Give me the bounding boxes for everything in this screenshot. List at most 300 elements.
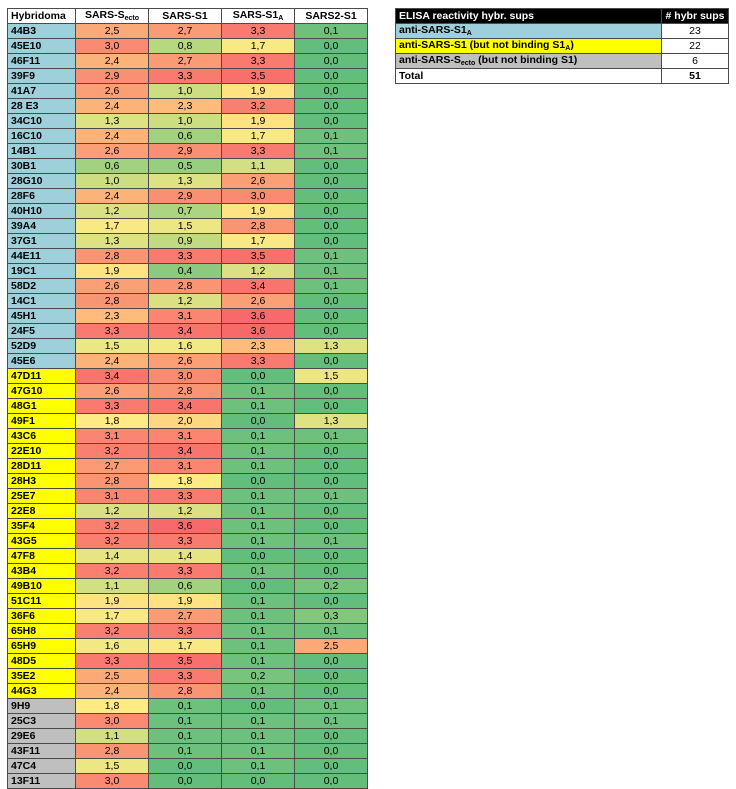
value-cell: 0,1 — [222, 654, 295, 669]
value-cell: 1,3 — [76, 234, 149, 249]
value-cell: 2,8 — [149, 384, 222, 399]
value-cell: 0,0 — [295, 519, 368, 534]
hybridoma-name: 43B4 — [8, 564, 76, 579]
table-row — [8, 729, 368, 744]
value-cell: 0,1 — [295, 24, 368, 39]
hybridoma-name: 43G5 — [8, 534, 76, 549]
value-cell: 2,4 — [76, 354, 149, 369]
value-cell: 1,3 — [76, 114, 149, 129]
value-cell: 0,1 — [222, 639, 295, 654]
table-row — [8, 24, 368, 39]
hybridoma-name: 46F11 — [8, 54, 76, 69]
hybridoma-name: 44B3 — [8, 24, 76, 39]
value-cell: 1,6 — [149, 339, 222, 354]
value-cell: 3,0 — [149, 369, 222, 384]
value-cell: 3,6 — [222, 309, 295, 324]
value-cell: 3,3 — [149, 624, 222, 639]
hybridoma-name: 22E8 — [8, 504, 76, 519]
value-cell: 0,8 — [149, 39, 222, 54]
hybridoma-name: 22E10 — [8, 444, 76, 459]
hybridoma-elisa-table — [7, 8, 368, 789]
value-cell: 1,1 — [222, 159, 295, 174]
value-cell: 0,1 — [222, 564, 295, 579]
table-row — [8, 69, 368, 84]
value-cell: 0,1 — [295, 429, 368, 444]
value-cell: 0,2 — [295, 579, 368, 594]
column-header-4 — [295, 9, 368, 24]
value-cell: 1,4 — [149, 549, 222, 564]
table-row — [8, 444, 368, 459]
value-cell: 3,3 — [222, 354, 295, 369]
value-cell: 3,3 — [149, 564, 222, 579]
value-cell: 3,4 — [149, 399, 222, 414]
value-cell: 3,2 — [76, 534, 149, 549]
value-cell: 0,1 — [222, 444, 295, 459]
value-cell: 0,6 — [76, 159, 149, 174]
value-cell: 2,3 — [76, 309, 149, 324]
value-cell: 2,3 — [222, 339, 295, 354]
table-row — [8, 624, 368, 639]
hybridoma-name: 24F5 — [8, 324, 76, 339]
table-row — [8, 579, 368, 594]
value-cell: 0,0 — [295, 354, 368, 369]
value-cell: 2,6 — [149, 354, 222, 369]
value-cell: 0,5 — [149, 159, 222, 174]
table-row — [8, 519, 368, 534]
value-cell: 3,3 — [76, 654, 149, 669]
hybridoma-name: 25E7 — [8, 489, 76, 504]
summary-label — [396, 39, 662, 54]
value-cell: 0,0 — [295, 189, 368, 204]
value-cell: 1,9 — [222, 84, 295, 99]
value-cell: 0,0 — [295, 234, 368, 249]
value-cell: 0,1 — [295, 699, 368, 714]
column-header-text: SARS2-S1 — [305, 9, 357, 22]
hybridoma-name: 40H10 — [8, 204, 76, 219]
value-cell: 3,6 — [149, 519, 222, 534]
table-row — [8, 684, 368, 699]
value-cell: 1,2 — [222, 264, 295, 279]
value-cell: 0,0 — [295, 759, 368, 774]
value-cell: 0,0 — [295, 219, 368, 234]
value-cell: 0,0 — [295, 564, 368, 579]
value-cell: 0,0 — [222, 369, 295, 384]
value-cell: 2,4 — [76, 54, 149, 69]
value-cell: 2,5 — [76, 669, 149, 684]
value-cell: 1,9 — [222, 204, 295, 219]
value-cell: 0,1 — [295, 144, 368, 159]
hybridoma-name: 39A4 — [8, 219, 76, 234]
table-row — [8, 174, 368, 189]
value-cell: 3,2 — [76, 624, 149, 639]
value-cell: 1,7 — [222, 39, 295, 54]
table-row — [8, 594, 368, 609]
summary-label — [396, 54, 662, 69]
value-cell: 2,7 — [76, 459, 149, 474]
hybridoma-name: 48D5 — [8, 654, 76, 669]
value-cell: 2,5 — [295, 639, 368, 654]
value-cell: 2,0 — [149, 414, 222, 429]
table-row — [8, 99, 368, 114]
value-cell: 1,3 — [149, 174, 222, 189]
value-cell: 0,0 — [295, 669, 368, 684]
value-cell: 0,1 — [295, 534, 368, 549]
hybridoma-name: 44G3 — [8, 684, 76, 699]
hybridoma-name: 28F6 — [8, 189, 76, 204]
value-cell: 0,6 — [149, 579, 222, 594]
hybridoma-name: 16C10 — [8, 129, 76, 144]
value-cell: 0,0 — [295, 99, 368, 114]
value-cell: 1,8 — [149, 474, 222, 489]
summary-label-subscript: A — [466, 30, 472, 37]
value-cell: 3,3 — [222, 54, 295, 69]
value-cell: 0,0 — [295, 459, 368, 474]
value-cell: 0,1 — [222, 534, 295, 549]
value-cell: 1,9 — [76, 264, 149, 279]
value-cell: 3,0 — [76, 714, 149, 729]
summary-count: 23 — [662, 24, 729, 39]
hybridoma-name: 36F6 — [8, 609, 76, 624]
value-cell: 2,4 — [76, 99, 149, 114]
value-cell: 3,3 — [76, 399, 149, 414]
hybridoma-name: 35E2 — [8, 669, 76, 684]
value-cell: 0,7 — [149, 204, 222, 219]
value-cell: 3,3 — [149, 534, 222, 549]
summary-label-subscript: ecto — [460, 60, 476, 67]
value-cell: 0,1 — [222, 594, 295, 609]
value-cell: 0,1 — [222, 759, 295, 774]
hybridoma-name: 47F8 — [8, 549, 76, 564]
value-cell: 0,0 — [295, 39, 368, 54]
summary-row — [396, 39, 729, 54]
value-cell: 1,5 — [76, 759, 149, 774]
column-header-0 — [8, 9, 76, 24]
value-cell: 0,1 — [295, 489, 368, 504]
value-cell: 1,7 — [149, 639, 222, 654]
value-cell: 0,1 — [222, 609, 295, 624]
value-cell: 0,0 — [295, 84, 368, 99]
value-cell: 2,9 — [76, 69, 149, 84]
table-row — [8, 609, 368, 624]
summary-table — [395, 8, 729, 84]
hybridoma-name: 48G1 — [8, 399, 76, 414]
hybridoma-name: 43F11 — [8, 744, 76, 759]
value-cell: 1,2 — [149, 294, 222, 309]
table-row — [8, 129, 368, 144]
table-row — [8, 264, 368, 279]
hybridoma-name: 13F11 — [8, 774, 76, 789]
value-cell: 1,9 — [222, 114, 295, 129]
summary-label-text: anti-SARS-S — [399, 54, 461, 66]
table-row — [8, 564, 368, 579]
table-row — [8, 774, 368, 789]
table-row — [8, 714, 368, 729]
value-cell: 0,0 — [295, 384, 368, 399]
value-cell: 0,1 — [295, 264, 368, 279]
value-cell: 2,6 — [76, 384, 149, 399]
value-cell: 3,4 — [149, 444, 222, 459]
value-cell: 1,8 — [76, 699, 149, 714]
hybridoma-name: 52D9 — [8, 339, 76, 354]
value-cell: 0,1 — [222, 519, 295, 534]
value-cell: 2,9 — [149, 144, 222, 159]
table-row — [8, 639, 368, 654]
column-header-2 — [149, 9, 222, 24]
value-cell: 3,2 — [76, 564, 149, 579]
table-row — [8, 279, 368, 294]
summary-total-row — [396, 69, 729, 84]
value-cell: 1,0 — [149, 84, 222, 99]
value-cell: 3,2 — [76, 444, 149, 459]
value-cell: 1,1 — [76, 729, 149, 744]
value-cell: 0,1 — [222, 459, 295, 474]
table-row — [8, 234, 368, 249]
value-cell: 0,0 — [295, 174, 368, 189]
value-cell: 1,5 — [76, 339, 149, 354]
summary-row — [396, 54, 729, 69]
value-cell: 1,7 — [76, 609, 149, 624]
table-row — [8, 534, 368, 549]
hybridoma-name: 45E6 — [8, 354, 76, 369]
value-cell: 0,1 — [222, 504, 295, 519]
hybridoma-name: 49B10 — [8, 579, 76, 594]
summary-label-tail: ) — [570, 39, 574, 51]
hybridoma-name: 65H8 — [8, 624, 76, 639]
value-cell: 0,1 — [222, 744, 295, 759]
value-cell: 2,4 — [76, 684, 149, 699]
column-header-text: Hybridoma — [11, 9, 66, 22]
hybridoma-name: 30B1 — [8, 159, 76, 174]
table-row — [8, 549, 368, 564]
value-cell: 0,0 — [295, 594, 368, 609]
hybridoma-name: 28G10 — [8, 174, 76, 189]
value-cell: 0,1 — [222, 489, 295, 504]
value-cell: 2,7 — [149, 24, 222, 39]
value-cell: 3,1 — [76, 489, 149, 504]
value-cell: 0,1 — [149, 714, 222, 729]
table-row — [8, 39, 368, 54]
value-cell: 0,2 — [222, 669, 295, 684]
hybridoma-name: 29E6 — [8, 729, 76, 744]
summary-header-row — [396, 9, 729, 24]
value-cell: 1,1 — [76, 579, 149, 594]
value-cell: 2,8 — [222, 219, 295, 234]
value-cell: 3,1 — [76, 429, 149, 444]
value-cell: 0,0 — [295, 654, 368, 669]
value-cell: 1,4 — [76, 549, 149, 564]
value-cell: 0,1 — [222, 399, 295, 414]
value-cell: 0,1 — [222, 729, 295, 744]
value-cell: 2,5 — [76, 24, 149, 39]
value-cell: 2,6 — [76, 84, 149, 99]
value-cell: 0,0 — [295, 474, 368, 489]
value-cell: 0,0 — [295, 774, 368, 789]
hybridoma-name: 19C1 — [8, 264, 76, 279]
value-cell: 3,1 — [149, 309, 222, 324]
hybridoma-name: 28D11 — [8, 459, 76, 474]
value-cell: 2,8 — [76, 249, 149, 264]
value-cell: 3,3 — [149, 489, 222, 504]
summary-label-text: anti-SARS-S1 — [399, 24, 467, 36]
value-cell: 0,0 — [295, 729, 368, 744]
value-cell: 0,0 — [295, 69, 368, 84]
hybridoma-name: 49F1 — [8, 414, 76, 429]
column-header-text: SARS-S1 — [162, 9, 208, 22]
table-row — [8, 144, 368, 159]
table-row — [8, 744, 368, 759]
table-row — [8, 159, 368, 174]
value-cell: 2,8 — [76, 474, 149, 489]
value-cell: 2,6 — [222, 294, 295, 309]
summary-label-subscript: A — [565, 45, 571, 52]
summary-label-tail: (but not binding S1) — [475, 54, 578, 66]
value-cell: 0,1 — [149, 744, 222, 759]
column-header-text: SARS-S — [84, 9, 125, 21]
value-cell: 0,1 — [295, 279, 368, 294]
value-cell: 2,8 — [149, 684, 222, 699]
value-cell: 1,9 — [76, 594, 149, 609]
hybridoma-name: 28H3 — [8, 474, 76, 489]
value-cell: 0,0 — [295, 684, 368, 699]
summary-count-header: # hybr sups — [662, 9, 729, 24]
value-cell: 1,3 — [295, 414, 368, 429]
table-row — [8, 189, 368, 204]
table-row — [8, 699, 368, 714]
value-cell: 2,9 — [149, 189, 222, 204]
value-cell: 0,0 — [295, 324, 368, 339]
value-cell: 0,0 — [295, 309, 368, 324]
value-cell: 2,6 — [222, 174, 295, 189]
value-cell: 0,0 — [222, 774, 295, 789]
table-row — [8, 459, 368, 474]
table-row — [8, 309, 368, 324]
table-row — [8, 429, 368, 444]
summary-label — [396, 24, 662, 39]
column-header-3 — [222, 9, 295, 24]
table-row — [8, 504, 368, 519]
value-cell: 3,4 — [76, 369, 149, 384]
value-cell: 0,0 — [295, 54, 368, 69]
hybridoma-name: 45E10 — [8, 39, 76, 54]
value-cell: 3,5 — [222, 69, 295, 84]
value-cell: 0,0 — [222, 579, 295, 594]
hybridoma-name: 43C6 — [8, 429, 76, 444]
value-cell: 3,5 — [149, 654, 222, 669]
table-row — [8, 54, 368, 69]
summary-count: 22 — [662, 39, 729, 54]
value-cell: 3,0 — [222, 189, 295, 204]
table-row — [8, 324, 368, 339]
value-cell: 0,0 — [295, 504, 368, 519]
summary-title: ELISA reactivity hybr. sups — [396, 9, 662, 24]
summary-total-count: 51 — [662, 69, 729, 84]
value-cell: 2,8 — [76, 294, 149, 309]
hybridoma-name: 65H9 — [8, 639, 76, 654]
value-cell: 1,9 — [149, 594, 222, 609]
hybridoma-name: 14B1 — [8, 144, 76, 159]
value-cell: 2,8 — [76, 744, 149, 759]
value-cell: 1,5 — [295, 369, 368, 384]
value-cell: 3,5 — [222, 249, 295, 264]
value-cell: 0,1 — [222, 714, 295, 729]
value-cell: 3,2 — [76, 519, 149, 534]
value-cell: 1,3 — [295, 339, 368, 354]
value-cell: 3,3 — [149, 669, 222, 684]
value-cell: 3,3 — [76, 324, 149, 339]
value-cell: 1,7 — [222, 129, 295, 144]
value-cell: 3,0 — [76, 39, 149, 54]
value-cell: 0,0 — [295, 204, 368, 219]
value-cell: 1,0 — [76, 174, 149, 189]
column-header-subscript: ecto — [124, 15, 140, 22]
value-cell: 0,1 — [222, 429, 295, 444]
table-row — [8, 249, 368, 264]
value-cell: 3,2 — [222, 99, 295, 114]
value-cell: 0,1 — [295, 129, 368, 144]
value-cell: 0,9 — [149, 234, 222, 249]
summary-total-label: Total — [396, 69, 662, 84]
value-cell: 3,3 — [222, 144, 295, 159]
value-cell: 0,0 — [295, 549, 368, 564]
value-cell: 0,1 — [149, 699, 222, 714]
table-row — [8, 654, 368, 669]
value-cell: 1,7 — [222, 234, 295, 249]
table-row — [8, 384, 368, 399]
value-cell: 3,1 — [149, 459, 222, 474]
value-cell: 1,2 — [76, 204, 149, 219]
value-cell: 3,6 — [222, 324, 295, 339]
table-row — [8, 294, 368, 309]
value-cell: 0,4 — [149, 264, 222, 279]
table-row — [8, 84, 368, 99]
value-cell: 0,1 — [222, 684, 295, 699]
value-cell: 2,7 — [149, 609, 222, 624]
table-row — [8, 759, 368, 774]
value-cell: 0,1 — [295, 249, 368, 264]
value-cell: 3,0 — [76, 774, 149, 789]
hybridoma-name: 28 E3 — [8, 99, 76, 114]
value-cell: 1,7 — [76, 219, 149, 234]
value-cell: 0,6 — [149, 129, 222, 144]
value-cell: 0,1 — [295, 714, 368, 729]
hybridoma-name: 35F4 — [8, 519, 76, 534]
value-cell: 0,1 — [222, 624, 295, 639]
table-row — [8, 204, 368, 219]
hybridoma-name: 25C3 — [8, 714, 76, 729]
table-row — [8, 339, 368, 354]
value-cell: 2,4 — [76, 129, 149, 144]
column-header-subscript: A — [278, 15, 284, 22]
value-cell: 0,3 — [295, 609, 368, 624]
table-row — [8, 669, 368, 684]
value-cell: 0,1 — [222, 384, 295, 399]
value-cell: 0,0 — [295, 399, 368, 414]
hybridoma-name: 9H9 — [8, 699, 76, 714]
value-cell: 1,8 — [76, 414, 149, 429]
column-header-1 — [76, 9, 149, 24]
value-cell: 0,0 — [295, 114, 368, 129]
table-row — [8, 399, 368, 414]
table-row — [8, 369, 368, 384]
table-row — [8, 219, 368, 234]
hybridoma-name: 58D2 — [8, 279, 76, 294]
table-row — [8, 474, 368, 489]
value-cell: 3,1 — [149, 429, 222, 444]
hybridoma-name: 34C10 — [8, 114, 76, 129]
value-cell: 2,8 — [149, 279, 222, 294]
table-row — [8, 414, 368, 429]
value-cell: 0,0 — [222, 549, 295, 564]
